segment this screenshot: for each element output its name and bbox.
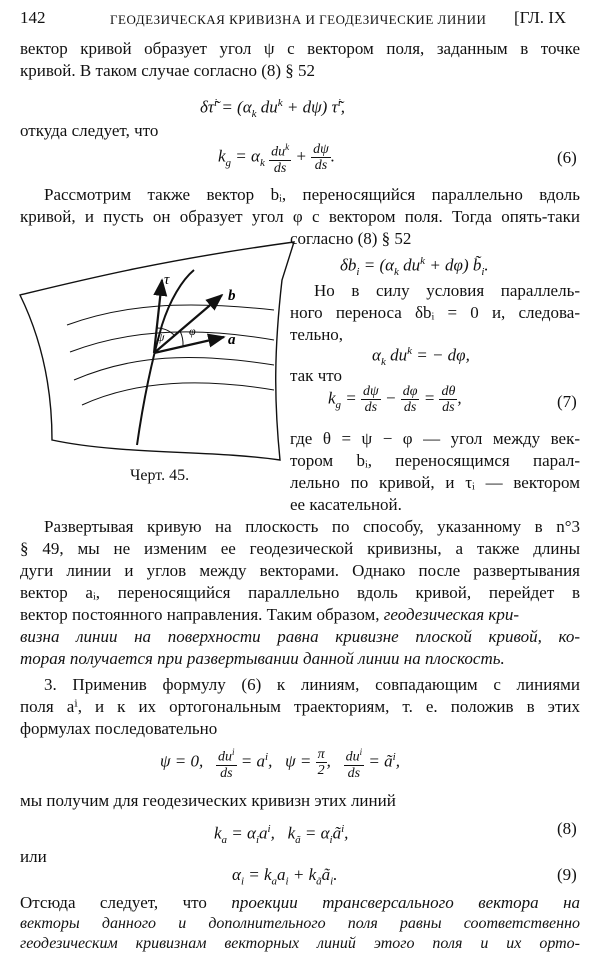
italic-span: геодезическая кри- [383,605,520,624]
text-line: кривой. В таком случае согласно (8) § 52 [20,61,316,80]
field-line [67,305,274,325]
equation-number: (8) [557,819,577,838]
text-line: лельно по кривой, и τᵢ — вектором [290,473,580,492]
text-span: вектор постоянного направления. Таким образом, [20,605,380,624]
field-line [82,383,274,405]
page-number: 142 [20,8,46,27]
text-line: где θ = ψ − φ — угол между век- [290,429,580,448]
text-line: согласно (8) § 52 [290,229,412,248]
text-line: поля aⁱ, и к их ортогональным траекториям, т. е. положив в этих [20,697,580,716]
italic-span: проекции трансверсального вектора на [231,893,581,912]
formula-6: $k_g = \alpha_k$ $\frac{du^k}{ds}$ + $\frac{d\psi}{ds}$ . [218,142,336,176]
italic-line: торая получается при развертывании данной линии на плоскость. [20,649,505,668]
formula-8: $k_a = \alpha_ia^i$, $k_ã$ = $\alpha_iã^i$, [214,823,349,847]
formula-delta-b: $\delta b_i = (\alpha_k$ $du^k + d\varphi$) $b̃_i$. [340,255,489,279]
italic-line: геодезическим кривизнам векторных линий этого поля и их орто- [20,935,580,952]
formula-7: $k_g$ = $\frac{d\psi}{ds}$ − $\frac{d\varphi}{ds}$ = $\frac{d\theta}{ds}$ , [328,384,462,415]
formula-alpha-du: $\alpha_k$ $du^k$ = − dφ, [372,345,470,369]
text-span: Отсюда следует, что [20,893,207,912]
phi-arc [180,331,183,346]
text-line: формулах последовательно [20,719,218,738]
equation-number: (6) [557,148,577,167]
text-line: мы получим для геодезических кривизн этих линий [20,791,396,810]
formula-9: $\alpha_i = k_aa_i$ + $k_ãã_i$. [232,865,338,888]
chapter-marker: [ГЛ. IX [514,8,567,27]
text-line: так что [290,366,342,385]
running-title: ГЕОДЕЗИЧЕСКАЯ КРИВИЗНА И ГЕОДЕЗИЧЕСКИЕ ЛИНИИ [110,12,487,27]
text-line: дуги линии и углов между векторами. Однако после развертывания [20,561,580,580]
text-line: 3. Применив формулу (6) к линиям, совпадающим с линиями [44,675,580,694]
text-line: Рассмотрим также вектор bᵢ, переносящийся параллельно вдоль [44,185,580,204]
a-label: a [228,332,236,348]
figure-45 [12,240,297,465]
text-line: или [20,847,47,866]
text-line: Но в силу условия параллель- [314,281,580,300]
text-line: вектор кривой образует угол ψ с вектором поля, заданным в точке [20,39,580,58]
field-line [74,357,274,380]
text-line: ее касательной. [290,495,402,514]
text-line: вектор aᵢ, переносящийся параллельно вдоль кривой, перейдет в [20,583,580,602]
text-line: Развертывая кривую на плоскость по способу, указанному в n°3 [44,517,580,536]
psi-label: ψ [157,330,165,344]
text-line: тельно, [290,325,344,344]
text-line: откуда следует, что [20,121,159,140]
formula-substitution: ψ = 0, $\frac{du^i}{ds}$ = $a^i$, ψ = $\frac{\pi}{2}$ , $\frac{du^i}{ds}$ = $ã^i$, [160,747,400,781]
equation-number: (9) [557,865,577,884]
b-label: b [228,288,236,304]
text-line: § 49, мы не изменим ее геодезической кривизны, а также длины [20,539,580,558]
text-line [20,892,580,913]
text-line [20,604,580,625]
formula-delta-tau: δτ̃$^i$ = ($\alpha_k$ $du^k + d\psi$) τ̃$^i$, [200,97,345,121]
text-line: тором bᵢ, переносящимся парал- [290,451,580,470]
text-line: кривой, и пусть он образует угол φ с вектором поля. Тогда опять-таки [20,207,580,226]
figure-caption: Черт. 45. [130,467,190,484]
italic-line: векторы данного и дополнительного поля равны соответственно [20,915,580,932]
equation-number: (7) [557,392,577,411]
text-line: ного переноса δbᵢ = 0 и, следова- [290,303,580,322]
tau-label: τ [164,272,170,288]
italic-line: визна линии на поверхности равна кривизне плоской кривой, ко- [20,627,580,646]
phi-label: φ [189,324,196,338]
